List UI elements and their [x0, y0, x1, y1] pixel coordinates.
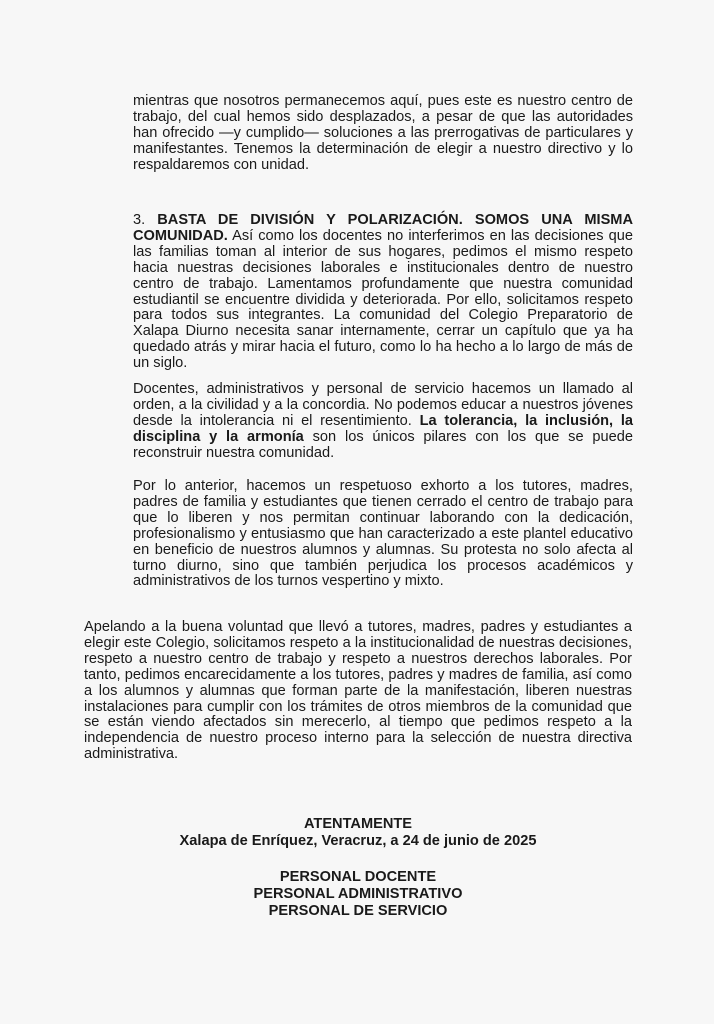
- point-3-heading: BASTA DE DIVISIÓN Y POLARIZACIÓN. SOMOS UNA MISMA COMUNIDAD.: [133, 212, 633, 244]
- point-3-text: Así como los docentes no interferimos en las decisiones que las familias toman al interior de sus hogares, pedimos el mismo respeto hacia nuestras decisiones laborales e institucionales dentro de nuestro centro de trabajo. Lamentamos profundamente que nuestra comunidad estudiantil se encuentre dividida y deteriorada. Por ello, solicitamos respeto para todos sus integrantes. La comunidad del Colegio Preparatorio de Xalapa Diurno necesita sanar internamente, cerrar un capítulo que ya ha quedado atrás y mirar hacia el futuro, como lo ha hecho a lo largo de más de un siglo.: [133, 227, 633, 372]
- signatory-docente: PERSONAL DOCENTE: [279, 869, 437, 885]
- continuation-paragraph: [133, 94, 633, 174]
- closing-text: Apelando a la buena voluntad que llevó a tutores, madres, padres y estudiantes a elegir este Colegio, solicitamos respeto a la institucionalidad de nuestras decisiones, respeto a nuestro centro de trabajo y respeto a nuestros derechos laborales. Por tanto, pedimos encarecidamente a los tutores, padres y madres de familia, así como a los alumnos y alumnas que forman parte de la manifestación, liberen nuestras instalaciones para cumplir con los trámites de otros miembros de la comunidad que se están viendo afectados sin merecerlo, al tiempo que pedimos respeto a la independencia de nuestro proceso interno para la selección de nuestra directiva administrativa.: [84, 619, 632, 763]
- signatory-servicio: PERSONAL DE SERVICIO: [268, 903, 448, 919]
- place-date: Xalapa de Enríquez, Veracruz, a 24 de junio de 2025: [179, 833, 537, 849]
- exhort-text: Por lo anterior, hacemos un respetuoso exhorto a los tutores, madres, padres de familia y estudiantes que tienen cerrado el centro de trabajo para que lo liberen y nos permitan continuar laborando con la dedicación, profesionalismo y entusiasmo que han caracterizado a este plantel educativo en beneficio de nuestros alumnos y alumnas. Su protesta no solo afecta al turno diurno, sino que también perjudica los procesos académicos y administrativos de los turnos vespertino y mixto.: [133, 478, 633, 590]
- signatory-administrativo: PERSONAL ADMINISTRATIVO: [253, 886, 463, 902]
- call-bold-values: La tolerancia, la inclusión, la disciplina y la armonía: [133, 412, 633, 445]
- continuation-text: mientras que nosotros permanecemos aquí, pues este es nuestro centro de trabajo, del cual hemos sido desplazados, a pesar de que las autoridades han ofrecido —y cumplido— soluciones a las prerrogativas de particulares y manifestantes. Tenemos la determinación de elegir a nuestro directivo y lo respaldaremos con unidad.: [133, 93, 633, 173]
- call-text-before: Docentes, administrativos y personal de servicio hacemos un llamado al orden, a la civilidad y a la concordia. No podemos educar a nuestros jóvenes desde la intolerancia ni el resentimiento.: [133, 381, 633, 429]
- call-text-after: son los únicos pilares con los que se puede reconstruir nuestra comunidad.: [133, 428, 633, 461]
- salutation: ATENTAMENTE: [303, 816, 413, 832]
- point-number: 3.: [133, 212, 146, 228]
- closing-paragraph: [84, 620, 632, 763]
- point-3-paragraph: [133, 213, 633, 372]
- signature-header: [84, 816, 632, 850]
- call-paragraph: [133, 382, 633, 462]
- signatories: [84, 869, 632, 920]
- exhort-paragraph: [133, 479, 633, 590]
